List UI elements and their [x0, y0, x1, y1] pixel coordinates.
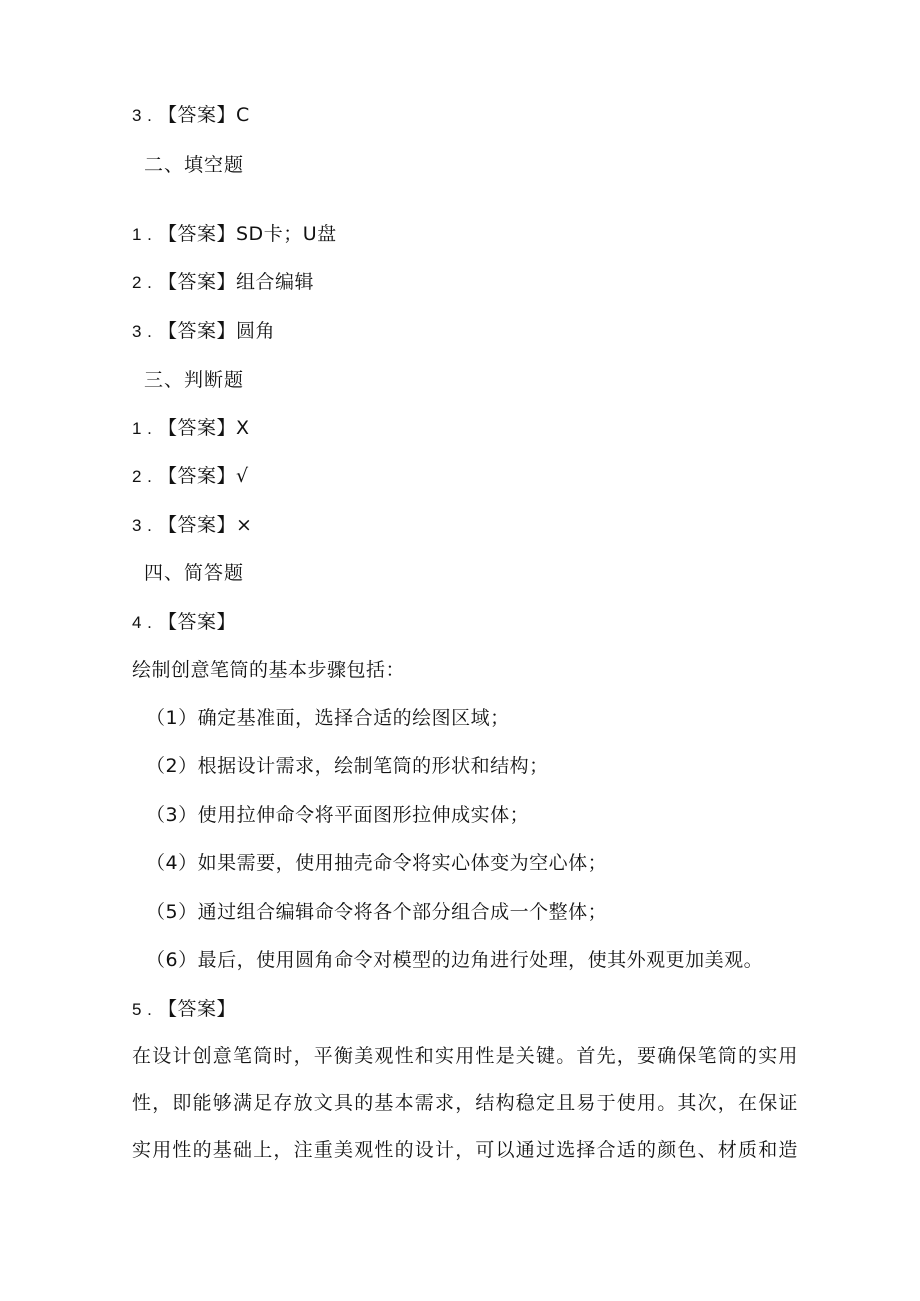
answer-text: 【答案】: [158, 611, 237, 633]
step-6: （6）最后，使用圆角命令对模型的边角进行处理，使其外观更加美观。: [146, 949, 764, 971]
item-number: 2 .: [132, 273, 153, 292]
answer-text: 【答案】√: [158, 465, 249, 487]
answer-tf-3: [132, 513, 252, 538]
answer-tf-2: [132, 464, 249, 489]
answer-sa-4: [132, 610, 236, 635]
step-1: （1）确定基准面，选择合适的绘图区域；: [146, 707, 510, 729]
answer-fill-3: [132, 319, 275, 344]
section-heading-short-answer: 四、简答题: [144, 562, 245, 584]
answer-text: 【答案】: [158, 998, 237, 1020]
item-number: 2 .: [132, 467, 153, 486]
answer-sa-5: [132, 997, 236, 1022]
paragraph-line: 性，即能够满足存放文具的基本需求，结构稳定且易于使用。其次，在保证: [132, 1092, 799, 1114]
step-4: （4）如果需要，使用抽壳命令将实心体变为空心体；: [146, 852, 608, 874]
step-3: （3）使用拉伸命令将平面图形拉伸成实体；: [146, 804, 530, 826]
item-number: 3 .: [132, 106, 153, 125]
answer-text: 【答案】×: [158, 514, 253, 536]
step-5: （5）通过组合编辑命令将各个部分组合成一个整体；: [146, 901, 608, 923]
item-number: 4 .: [132, 613, 153, 632]
answer-mc-3: [132, 103, 250, 128]
answer-text: 【答案】组合编辑: [158, 271, 315, 293]
section-heading-true-false: 三、判断题: [144, 369, 245, 391]
answer-tf-1: [132, 416, 250, 441]
answer-text: 【答案】C: [158, 104, 250, 126]
answer-fill-1: [132, 222, 337, 247]
answer-sa-5-paragraph: [132, 1033, 797, 1174]
item-number: 5 .: [132, 1000, 153, 1019]
answer-text: 【答案】X: [158, 417, 250, 439]
answer-text: 【答案】SD卡；U盘: [158, 223, 337, 245]
answer-text: 【答案】圆角: [158, 320, 276, 342]
item-number: 3 .: [132, 516, 153, 535]
item-number: 1 .: [132, 225, 153, 244]
item-number: 1 .: [132, 419, 153, 438]
answer-fill-2: [132, 270, 314, 295]
answer-sa-4-intro: 绘制创意笔筒的基本步骤包括：: [132, 659, 406, 681]
step-2: （2）根据设计需求，绘制笔筒的形状和结构；: [146, 755, 549, 777]
paragraph-line: 实用性的基础上，注重美观性的设计，可以通过选择合适的颜色、材质和造: [132, 1139, 799, 1161]
section-heading-fill-in: 二、填空题: [144, 154, 245, 176]
paragraph-line: 在设计创意笔筒时，平衡美观性和实用性是关键。首先，要确保笔筒的实用: [132, 1045, 799, 1067]
item-number: 3 .: [132, 322, 153, 341]
